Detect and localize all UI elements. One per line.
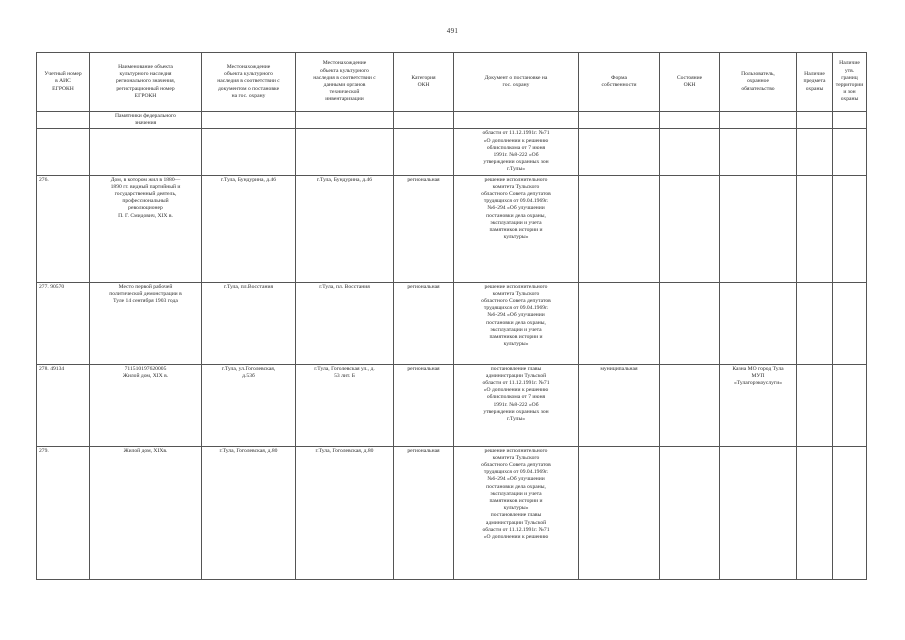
header-protection-subject: Наличие предмета охраны: [797, 53, 833, 112]
cell-protection-document: области от 11.12.1991г. №71 «О дополнении к решению облисполкома от 7 июня 1991г. №8-222 «Об утверждении охранных зон г.Тулы»: [454, 129, 579, 175]
cell-borders: [833, 364, 867, 446]
section-row: [37, 112, 867, 129]
cell-protection-subject: [797, 282, 833, 364]
cell-category: региональная: [394, 282, 454, 364]
table-row: [37, 364, 867, 446]
cell-protection-subject: [797, 129, 833, 175]
cell-state: [660, 129, 720, 175]
table-row: [37, 446, 867, 579]
cell-user: [720, 129, 797, 175]
cell-user: [720, 175, 797, 282]
cell-account-number: 276.: [37, 175, 90, 282]
cell-user: [720, 282, 797, 364]
cell-location-doc: г.Тула, ул.Гоголевская, д.53б: [202, 364, 296, 446]
cell-account-number: [37, 129, 90, 175]
header-location-doc: Местонахождение объекта культурного наследия в соответствии с документом о постановке на гос. охрану: [202, 53, 296, 112]
cell-ownership: [579, 446, 660, 579]
cell-ownership: муниципальная: [579, 364, 660, 446]
cell-user: [720, 446, 797, 579]
cell-state: [660, 282, 720, 364]
cell-object-name: Место первой рабочей политической демонстрации в Туле 14 сентября 1903 года: [90, 282, 202, 364]
cell-location-tech: [296, 129, 394, 175]
cell-user: Казна МО город Тула МУП «Тулагорэкоуслуги»: [720, 364, 797, 446]
cell-protection-subject: [797, 446, 833, 579]
cell-protection-subject: [797, 175, 833, 282]
header-borders: Наличие утв. границ территории и зон охраны: [833, 53, 867, 112]
header-user: Пользователь, охранное обязательство: [720, 53, 797, 112]
header-state: Состояние ОКН: [660, 53, 720, 112]
cell-location-doc: г.Тула, Бундурина, д.46: [202, 175, 296, 282]
cell-ownership: [579, 129, 660, 175]
cell-account-number: 278. 49134: [37, 364, 90, 446]
cell-category: [394, 129, 454, 175]
cell-location-tech: г.Тула, пл. Восстания: [296, 282, 394, 364]
cell-borders: [833, 446, 867, 579]
cell-protection-document: решение исполнительного комитета Тульского областного Совета депутатов трудящихся от 09.04.1969г. №6-294 «Об улучшении постановки дела охраны, эксплуатации и учета памятников истории и культуры» постановление главы администрации Тульской области от 11.12.1991г. №71 «О дополнении к решению: [454, 446, 579, 579]
cell-object-name: Жилой дом, XIXв.: [90, 446, 202, 579]
cell-category: региональная: [394, 175, 454, 282]
cell-state: [660, 446, 720, 579]
header-category: Категория ОКН: [394, 53, 454, 112]
cell-state: [660, 364, 720, 446]
cell-account-number: 279.: [37, 446, 90, 579]
cell-ownership: [579, 282, 660, 364]
page-number: 491: [446, 27, 459, 35]
header-location-tech: Местонахождение объекта культурного наследия в соответствии с данными органов технической инвентаризации: [296, 53, 394, 112]
cell-state: [660, 175, 720, 282]
header-row: [37, 53, 867, 112]
cell-object-name: [90, 129, 202, 175]
cell-location-tech: г.Тула, Гоголевская, д.80: [296, 446, 394, 579]
cell-object-name: 711510197620005 Жилой дом, XIX в.: [90, 364, 202, 446]
cell-account-number: 277. 90570: [37, 282, 90, 364]
cell-borders: [833, 175, 867, 282]
cell-borders: [833, 282, 867, 364]
cell-protection-subject: [797, 364, 833, 446]
table-row: [37, 175, 867, 282]
cell-location-tech: г.Тула, Бундурина, д.46: [296, 175, 394, 282]
cell-location-tech: г.Тула, Гоголевская ул., д. 53 лит. Б: [296, 364, 394, 446]
cell-protection-document: решение исполнительного комитета Тульского областного Совета депутатов трудящихся от 09.04.1969г. №6-294 «Об улучшении постановки дела охраны, эксплуатации и учета памятников истории и культуры»: [454, 282, 579, 364]
header-ownership: Форма собственности: [579, 53, 660, 112]
heritage-register-table: [36, 52, 867, 580]
header-protection-document: Документ о постановке на гос. охрану: [454, 53, 579, 112]
cell-protection-document: постановление главы администрации Тульской области от 11.12.1991г. №71 «О дополнении к решению облисполкома от 7 июня 1991г. №8-222 «Об утверждении охранных зон г.Тулы»: [454, 364, 579, 446]
table-row: [37, 129, 867, 175]
cell-protection-document: решение исполнительного комитета Тульского областного Совета депутатов трудящихся от 09.04.1969г. №6-294 «Об улучшении постановки дела охраны, эксплуатации и учета памятников истории и культуры»: [454, 175, 579, 282]
cell-location-doc: г.Тула, пл.Восстания: [202, 282, 296, 364]
header-object-name: Наименование объекта культурного наследия регионального значения, регистрационный номер ЕГРОКН: [90, 53, 202, 112]
table-row: [37, 282, 867, 364]
cell-location-doc: г.Тула, Гоголевская, д.80: [202, 446, 296, 579]
cell-ownership: [579, 175, 660, 282]
cell-object-name: Дом, в котором жил в 1880— 1890 гг. видный партийный и государственный деятель, профессиональный революционер П. Г. Смидович, XIX в.: [90, 175, 202, 282]
cell-borders: [833, 129, 867, 175]
header-account-number: Учетный номер в АИС ЕГРОКН: [37, 53, 90, 112]
section-title: Памятники федерального значения: [90, 112, 202, 129]
cell-category: региональная: [394, 364, 454, 446]
cell-category: региональная: [394, 446, 454, 579]
cell-location-doc: [202, 129, 296, 175]
